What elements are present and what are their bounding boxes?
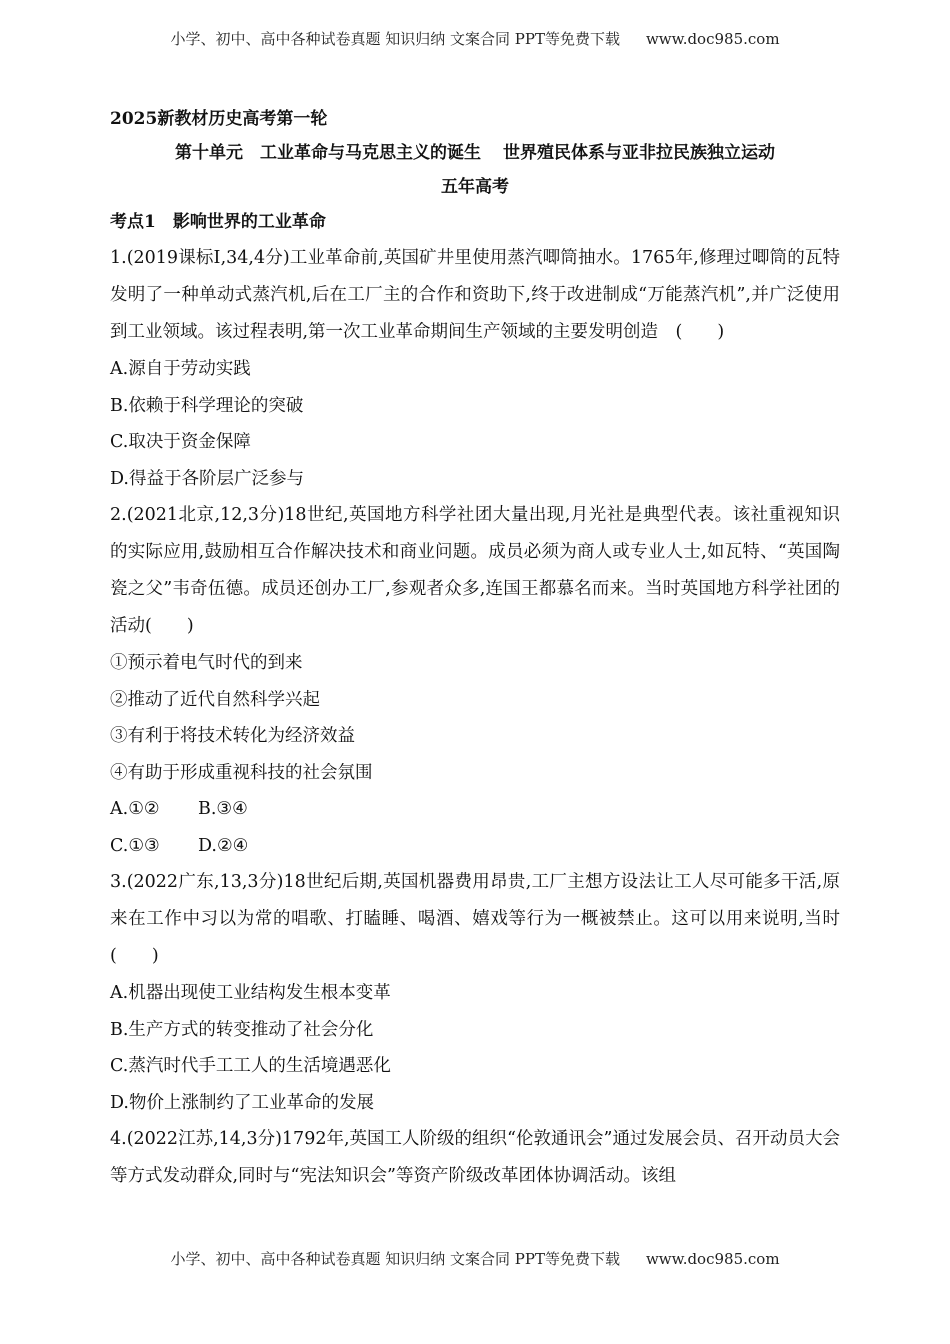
statement-2: ②推动了近代自然科学兴起 — [110, 689, 320, 710]
header-text: 小学、初中、高中各种试卷真题 知识归纳 文案合同 PPT等免费下载 — [170, 30, 620, 48]
option-a: A.源自于劳动实践 — [110, 359, 251, 379]
question-4 — [110, 1121, 840, 1195]
unit-title-right: 世界殖民体系与亚非拉民族独立运动 — [503, 143, 775, 163]
option-c: C.取决于资金保障 — [110, 432, 251, 452]
unit-title-left: 第十单元 工业革命与马克思主义的诞生 — [175, 143, 481, 163]
question-stem: 2.(2021北京,12,3分)18世纪,英国地方科学社团大量出现,月光社是典型代表。该社重视知识的实际应用,鼓励相互合作解决技术和商业问题。成员必须为商人或专业人士,如瓦特、“英国陶瓷之父”韦奇伍德。成员还创办工厂,参观者众多,连国王都慕名而来。当时英国地方科学社团的活动( ) — [110, 505, 840, 636]
statement-3: ③有利于将技术转化为经济效益 — [110, 726, 355, 746]
option-d: D.②④ — [198, 835, 249, 856]
option-d: D.物价上涨制约了工业革命的发展 — [110, 1092, 374, 1113]
question-stem: 1.(2019课标Ⅰ,34,4分)工业革命前,英国矿井里使用蒸汽唧筒抽水。1765年,修理过唧筒的瓦特发明了一种单动式蒸汽机,后在工厂主的合作和资助下,终于改进制成“万能蒸汽机”,并广泛使用到工业领域。该过程表明,第一次工业革命期间生产领域的主要发明创造 ( ) — [110, 248, 840, 342]
header-url[interactable]: www.doc985.com — [645, 30, 780, 48]
option-b: B.依赖于科学理论的突破 — [110, 395, 304, 416]
statement-1: ①预示着电气时代的到来 — [110, 653, 303, 673]
option-d: D.得益于各阶层广泛参与 — [110, 468, 304, 489]
document-title: 2025新教材历史高考第一轮 — [110, 109, 328, 129]
question-stem: 4.(2022江苏,14,3分)1792年,英国工人阶级的组织“伦敦通讯会”通过发展会员、召开动员大会等方式发动群众,同时与“宪法知识会”等资产阶级改革团体协调活动。该组 — [110, 1129, 840, 1186]
option-a: A.机器出现使工业结构发生根本变革 — [110, 983, 391, 1003]
question-stem: 3.(2022广东,13,3分)18世纪后期,英国机器费用昂贵,工厂主想方设法让工人尽可能多干活,原来在工作中习以为常的唱歌、打瞌睡、喝酒、嬉戏等行为一概被禁止。这可以用来说明,当时( ) — [110, 872, 840, 966]
footer-text: 小学、初中、高中各种试卷真题 知识归纳 文案合同 PPT等免费下载 — [170, 1250, 620, 1268]
option-c: C.①③ — [110, 835, 160, 856]
option-a: A.①② — [110, 799, 160, 819]
page-header — [0, 28, 950, 49]
section-heading: 五年高考 — [441, 177, 509, 197]
footer-url[interactable]: www.doc985.com — [645, 1250, 780, 1268]
question-1 — [110, 240, 840, 497]
unit-title — [110, 136, 840, 170]
option-row — [110, 791, 840, 828]
option-b: B.③④ — [198, 799, 248, 819]
option-row — [110, 828, 840, 865]
statement-4: ④有助于形成重视科技的社会氛围 — [110, 762, 373, 783]
topic-heading: 考点1 影响世界的工业革命 — [110, 212, 326, 232]
page-footer — [0, 1248, 950, 1269]
option-c: C.蒸汽时代手工工人的生活境遇恶化 — [110, 1056, 391, 1076]
question-2 — [110, 497, 840, 864]
document-body — [110, 102, 840, 1195]
question-3 — [110, 864, 840, 1121]
option-b: B.生产方式的转变推动了社会分化 — [110, 1019, 374, 1040]
